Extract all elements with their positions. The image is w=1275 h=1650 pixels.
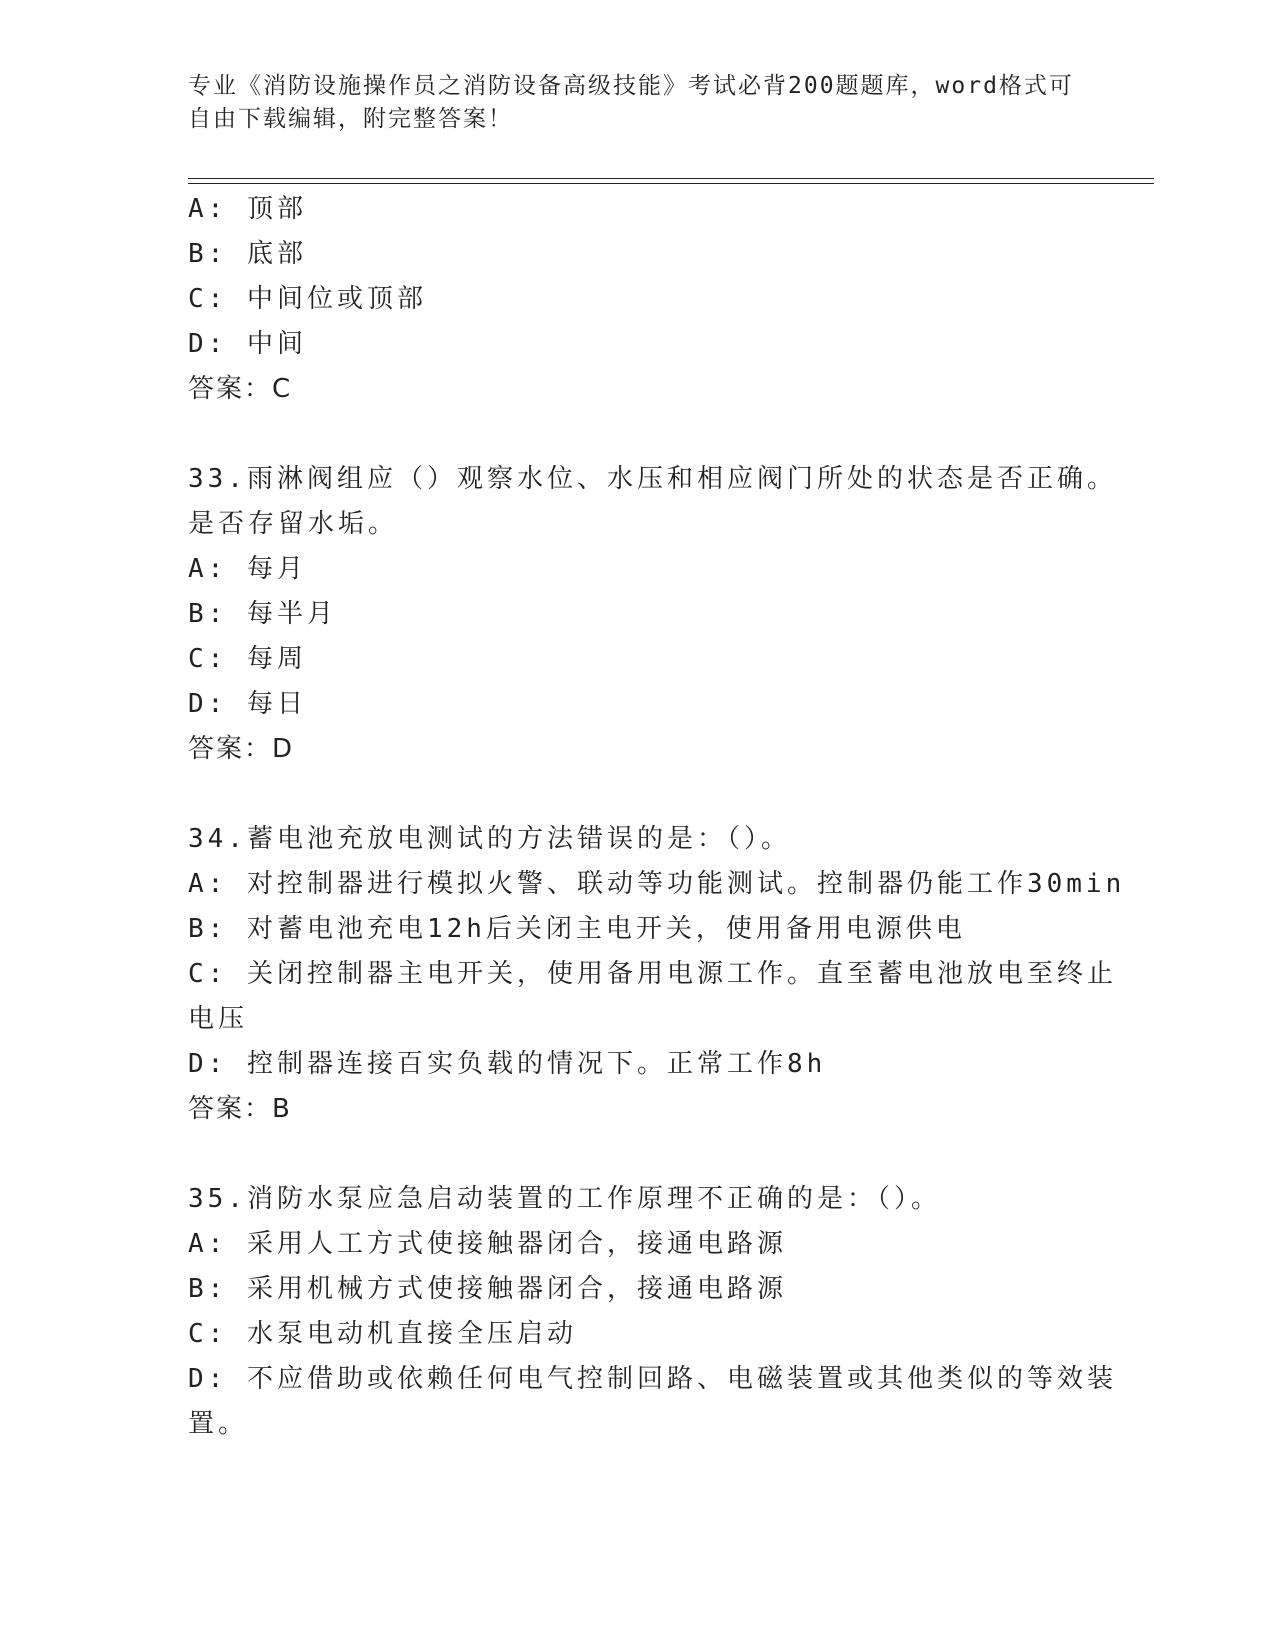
- q33-option-a: A: 每月: [188, 554, 307, 584]
- q32-option-b: B: 底部: [188, 239, 307, 269]
- q33-option-b: B: 每半月: [188, 599, 337, 629]
- q35-option-d-cont: 置。: [188, 1409, 249, 1439]
- q33-option-d: D: 每日: [188, 689, 307, 719]
- header-line-2: 自由下载编辑，附完整答案！: [188, 106, 513, 132]
- q32-option-c: C: 中间位或顶部: [188, 284, 427, 314]
- header-rule-top: [188, 178, 1154, 179]
- q34-option-c: C: 关闭控制器主电开关，使用备用电源工作。直至蓄电池放电至终止: [188, 959, 1117, 989]
- q34-stem: 34.蓄电池充放电测试的方法错误的是：（）。: [188, 824, 791, 854]
- q34-answer: 答案：B: [188, 1094, 292, 1124]
- q32-answer: 答案：C: [188, 374, 293, 404]
- q32-option-d: D: 中间: [188, 329, 307, 359]
- q34-option-d: D: 控制器连接百实负载的情况下。正常工作8h: [188, 1049, 827, 1079]
- q33-answer: 答案：D: [188, 734, 295, 764]
- q32-option-a: A: 顶部: [188, 194, 307, 224]
- q33-stem-line-2: 是否存留水垢。: [188, 509, 399, 539]
- q35-stem: 35.消防水泵应急启动装置的工作原理不正确的是：（）。: [188, 1184, 941, 1214]
- header-line-1: 专业《消防设施操作员之消防设备高级技能》考试必背200题题库，word格式可: [188, 73, 1074, 99]
- q35-option-a: A: 采用人工方式使接触器闭合，接通电路源: [188, 1229, 787, 1259]
- q35-option-d: D: 不应借助或依赖任何电气控制回路、电磁装置或其他类似的等效装: [188, 1364, 1117, 1394]
- q35-option-c: C: 水泵电动机直接全压启动: [188, 1319, 577, 1349]
- q35-option-b: B: 采用机械方式使接触器闭合，接通电路源: [188, 1274, 787, 1304]
- q34-option-a: A: 对控制器进行模拟火警、联动等功能测试。控制器仍能工作30min: [188, 869, 1126, 899]
- q34-option-b: B: 对蓄电池充电12h后关闭主电开关，使用备用电源供电: [188, 914, 966, 944]
- document-header: [188, 70, 1088, 136]
- q34-option-c-cont: 电压: [188, 1004, 249, 1034]
- q33-option-c: C: 每周: [188, 644, 307, 674]
- header-rule-bottom: [188, 183, 1154, 184]
- q33-stem-line-1: 33.雨淋阀组应（）观察水位、水压和相应阀门所处的状态是否正确。: [188, 464, 1117, 494]
